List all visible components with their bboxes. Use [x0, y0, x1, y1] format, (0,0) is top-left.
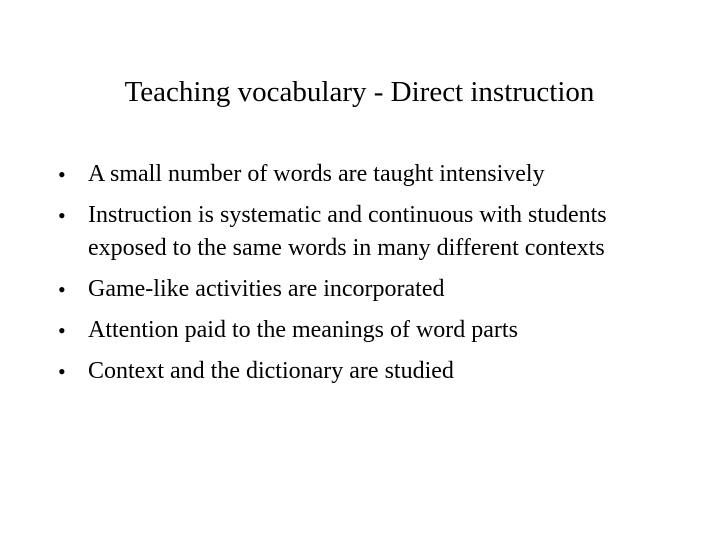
bullet-dot-icon: • — [58, 162, 66, 187]
slide-title: Teaching vocabulary - Direct instruction — [124, 76, 595, 108]
bullet-dot-icon: • — [58, 318, 66, 343]
bullet-item — [58, 355, 678, 388]
bullet-text: Instruction is systematic and continuous with students exposed to the same words in many different contexts — [88, 202, 607, 261]
bullet-list — [58, 158, 678, 396]
bullet-text: Context and the dictionary are studied — [88, 358, 454, 384]
bullet-text: Attention paid to the meanings of word parts — [88, 317, 518, 343]
bullet-dot-icon: • — [58, 359, 66, 384]
bullet-text: Game-like activities are incorporated — [88, 276, 445, 302]
bullet-item — [58, 158, 678, 191]
bullet-item — [58, 314, 678, 347]
bullet-item — [58, 199, 678, 265]
bullet-dot-icon: • — [58, 277, 66, 302]
bullet-dot-icon: • — [58, 203, 66, 228]
bullet-item — [58, 273, 678, 306]
bullet-text: A small number of words are taught intensively — [88, 161, 545, 187]
